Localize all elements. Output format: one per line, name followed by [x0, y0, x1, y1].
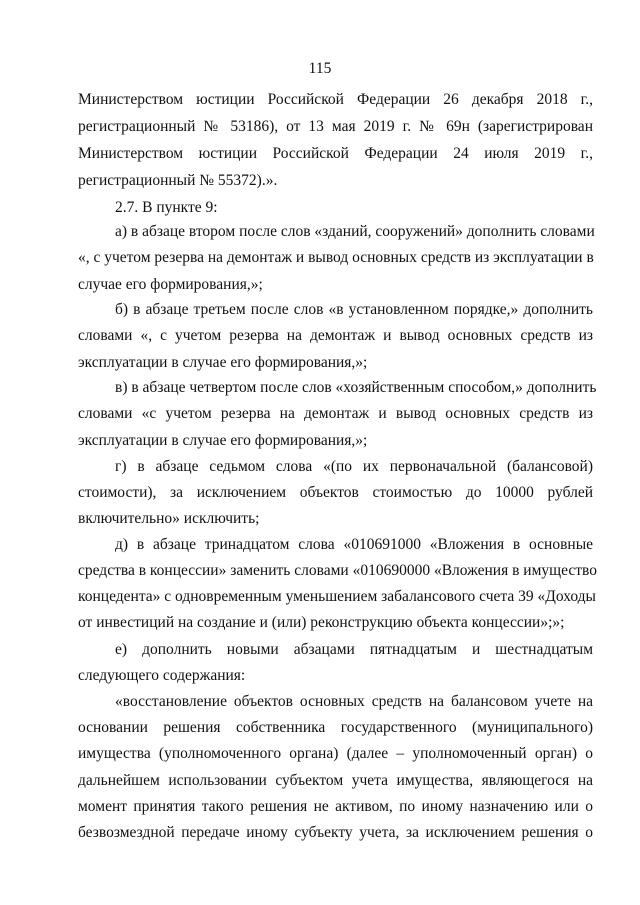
- text-line: «, с учетом резерва на демонтаж и вывод основных средств из эксплуатации в: [78, 249, 594, 266]
- text-line: эксплуатации в случае его формирования,»;: [78, 354, 368, 371]
- text-line: в) в абзаце четвертом после слов «хозяйственным способом,» дополнить: [115, 379, 597, 396]
- text-line: словами «с учетом резерва на демонтаж и вывод основных средств из: [78, 405, 593, 422]
- text-line: Министерством юстиции Российской Федерации 24 июля 2019 г.,: [78, 145, 593, 162]
- text-line: средства в концессии» заменить словами «010690000 «Вложения в имущество: [78, 562, 597, 579]
- text-line: г) в абзаце седьмом слова «(по их первоначальной (балансовой): [115, 458, 593, 475]
- text-line: от инвестиций на создание и (или) реконструкцию объекта концессии»;»;: [78, 614, 565, 631]
- text-line: регистрационный № 55372).».: [78, 172, 278, 189]
- text-line: б) в абзаце третьем после слов «в установленном порядке,» дополнить: [115, 301, 593, 318]
- text-line: момент принятия такого решения не активом, по иному назначению или о: [78, 798, 593, 815]
- text-line: имущества (уполномоченного органа) (далее – уполномоченный орган) о: [78, 745, 593, 762]
- text-line: основании решения собственника государственного (муниципального): [78, 719, 593, 736]
- text-line: регистрационный № 53186), от 13 мая 2019 г. № 69н (зарегистрирован: [78, 118, 593, 135]
- text-line: следующего содержания:: [78, 667, 246, 684]
- text-line: Министерством юстиции Российской Федерации 26 декабря 2018 г.,: [78, 91, 593, 108]
- text-line: случае его формирования,»;: [78, 276, 263, 293]
- text-line: дальнейшем использовании субъектом учета имущества, являющегося на: [78, 772, 593, 789]
- text-line: концедента» с одновременным уменьшением забалансового счета 39 «Доходы: [78, 588, 596, 605]
- text-line: а) в абзаце втором после слов «зданий, сооружений» дополнить словами: [115, 223, 595, 240]
- text-line: эксплуатации в случае его формирования,»;: [78, 432, 368, 449]
- text-line: стоимости), за исключением объектов стоимостью до 10000 рублей: [78, 484, 593, 501]
- text-line: е) дополнить новыми абзацами пятнадцатым и шестнадцатым: [115, 641, 593, 658]
- text-line: безвозмездной передаче иному субъекту учета, за исключением решения о: [78, 824, 593, 841]
- text-line: «восстановление объектов основных средств на балансовом учете на: [115, 693, 593, 710]
- text-line: д) в абзаце тринадцатом слова «010691000 «Вложения в основные: [115, 536, 593, 553]
- text-line: 2.7. В пункте 9:: [115, 199, 218, 216]
- text-line: словами «, с учетом резерва на демонтаж и вывод основных средств из: [78, 327, 593, 344]
- text-line: включительно» исключить;: [78, 510, 260, 527]
- page-number: 115: [308, 60, 332, 77]
